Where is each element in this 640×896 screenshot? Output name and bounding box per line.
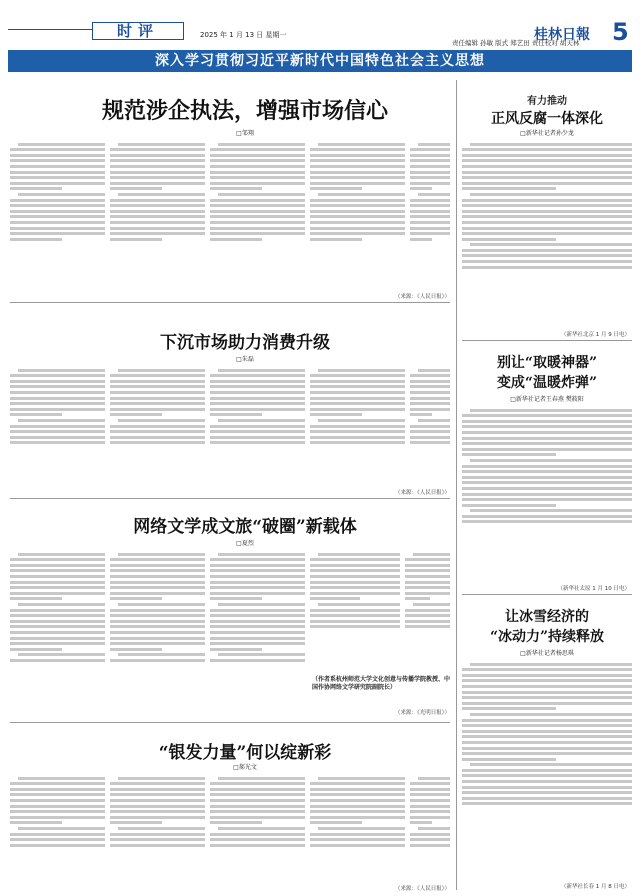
masthead: [0, 0, 640, 52]
article-1-column: [110, 140, 205, 290]
masthead-rule: [8, 29, 92, 30]
article-4-column: [410, 774, 450, 884]
article-1-source: （来源：《人民日报》）: [394, 294, 450, 300]
right-2-headline-line1: 别让“取暖神器”: [496, 355, 598, 371]
article-1-column: [310, 140, 405, 290]
article-3-source: （来源：《光明日报》）: [394, 710, 450, 716]
page-number: 5: [612, 18, 629, 46]
article-3-author-note: （作者系杭州师范大学文化创意与传播学院教授、中国作协网络文学研究院副院长）: [312, 676, 451, 691]
article-4-column: [310, 774, 405, 884]
issue-date: 2025 年 1 月 13 日 星期一: [200, 31, 287, 39]
article-3-column: [405, 550, 450, 670]
article-1-headline: 规范涉企执法，增强市场信心: [101, 98, 388, 124]
divider: [462, 340, 632, 341]
article-3-headline: 网络文学成文旅“破圈”新载体: [133, 517, 357, 537]
article-1-column: [10, 140, 105, 290]
article-2-column: [10, 366, 105, 486]
right-3-byline: □新华社记者杨思琪: [520, 650, 574, 657]
right-1-headline: 正风反腐一体深化: [491, 111, 603, 127]
article-4-column: [210, 774, 305, 884]
right-2-source: （新华社太原 1 月 10 日电）: [557, 586, 630, 592]
right-2-byline: □新华社记者王春燕 樊筱阳: [510, 396, 584, 403]
article-2-source: （来源：《人民日报》）: [394, 490, 450, 496]
divider: [10, 498, 450, 499]
divider: [462, 594, 632, 595]
right-3-source: （新华社长春 1 月 8 日电）: [561, 884, 630, 890]
section-title: 时评: [92, 22, 184, 40]
right-1-byline: □新华社记者孙少龙: [520, 130, 574, 137]
right-3-body: [462, 660, 632, 880]
article-2-column: [310, 366, 405, 486]
divider: [10, 722, 450, 723]
article-4-source: （来源：《人民日报》）: [394, 886, 450, 892]
theme-banner: 深入学习贯彻习近平新时代中国特色社会主义思想: [8, 50, 632, 72]
right-2-body: [462, 406, 632, 582]
article-2-headline: 下沉市场助力消费升级: [160, 333, 330, 353]
article-4-headline: “银发力量”何以绽新彩: [158, 743, 332, 763]
article-2-byline: □朱磊: [236, 356, 254, 363]
right-1-source: （新华社北京 1 月 9 日电）: [561, 332, 630, 338]
right-1-kicker: 有力推动: [527, 96, 567, 107]
column-divider: [456, 80, 457, 890]
right-3-headline-line1: 让冰雪经济的: [505, 609, 589, 625]
article-3-byline: □夏烈: [236, 540, 254, 547]
article-4-column: [110, 774, 205, 884]
article-3-column: [110, 550, 205, 720]
article-4-column: [10, 774, 105, 884]
article-4-byline: □郝光文: [233, 764, 257, 771]
divider: [10, 302, 450, 303]
article-1-byline: □邹翔: [236, 130, 254, 137]
article-2-column: [410, 366, 450, 486]
right-1-body: [462, 140, 632, 330]
article-3-column: [310, 550, 400, 670]
article-1-column: [410, 140, 450, 290]
right-3-headline-line2: “冰动力”持续释放: [489, 629, 605, 645]
right-2-headline-line2: 变成“温暖炸弹”: [496, 375, 598, 391]
article-2-column: [110, 366, 205, 486]
article-2-column: [210, 366, 305, 486]
article-3-column: [210, 550, 305, 720]
editor-credits: 责任编辑 孙敏 版式 郑艺田 责任校对 胡天林: [452, 39, 580, 47]
article-1-column: [210, 140, 305, 290]
newspaper-logo: 桂林日報: [534, 27, 590, 43]
article-3-column: [10, 550, 105, 720]
